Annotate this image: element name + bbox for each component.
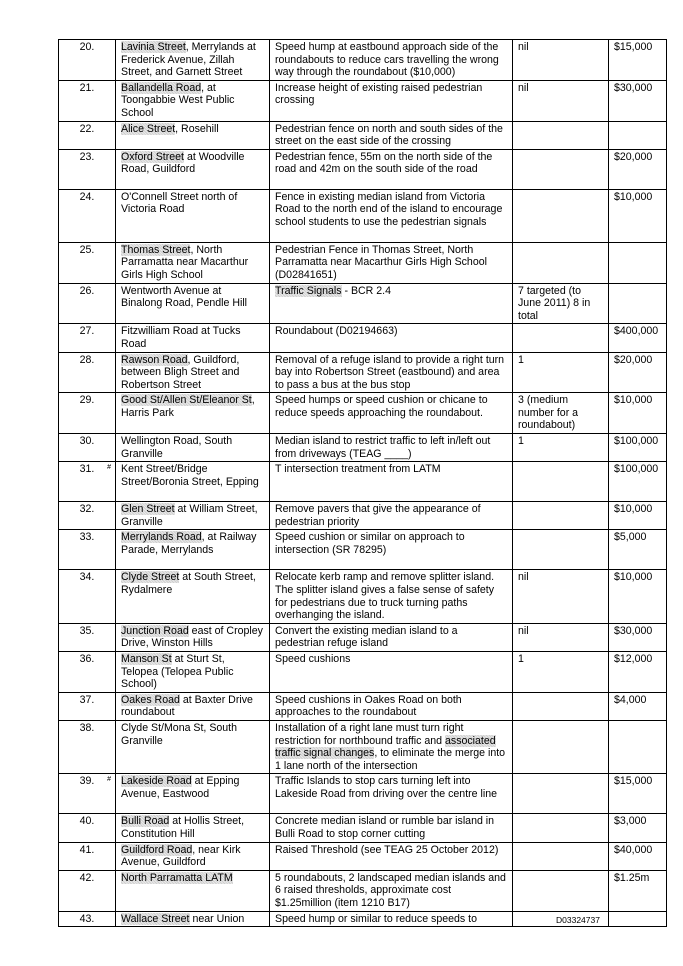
- crashes-cell: nil: [513, 570, 609, 623]
- location-text: at Epping Avenue, Eastwood: [121, 775, 240, 800]
- crashes-cell: 1: [513, 352, 609, 393]
- location-text: Wentworth Avenue at Binalong Road, Pendle Hill: [121, 284, 248, 310]
- item-number-cell: [59, 502, 116, 530]
- item-number: 20.: [79, 41, 95, 53]
- location-text: Clyde St/Mona St, South Granville: [121, 721, 238, 747]
- description-text: Speed humps or speed cushion or chicane to reduce speeds approaching the roundabout.: [275, 394, 488, 419]
- description-text: Pedestrian fence on north and south sides of the street on the east side of the crossing: [275, 122, 503, 148]
- description-cell: [270, 462, 513, 502]
- location-text: , Merrylands at Frederick Avenue, Zillah Street, and Garnett Street: [121, 41, 256, 79]
- description-cell: [270, 774, 513, 814]
- item-number-cell: [59, 720, 116, 773]
- location-street: Thomas Street: [121, 243, 191, 256]
- item-number: 36.: [79, 653, 95, 665]
- description-text: Speed cushions in Oakes Road on both approaches to the roundabout: [275, 693, 462, 719]
- location-street: Clyde Street: [121, 571, 180, 584]
- item-number-cell: [59, 242, 116, 283]
- description-text: Speed hump or similar to reduce speeds to: [275, 912, 477, 925]
- cost-cell: $5,000: [609, 530, 667, 570]
- table-row: [59, 283, 667, 324]
- table-row: [59, 462, 667, 502]
- description-cell: [270, 502, 513, 530]
- item-number: 37.: [79, 693, 95, 706]
- location-street: Oxford Street: [121, 150, 184, 163]
- document-reference: D03324737: [556, 915, 600, 925]
- description-cell: [270, 80, 513, 121]
- description-text: Raised Threshold (see TEAG 25 October 2012): [275, 843, 499, 856]
- table-body: [59, 40, 667, 927]
- table-row: [59, 189, 667, 242]
- table-row: [59, 774, 667, 814]
- item-number: 32.: [79, 503, 95, 516]
- description-cell: [270, 570, 513, 623]
- description-cell: [270, 692, 513, 720]
- location-street: Manson St: [121, 653, 172, 665]
- location-text: O'Connell Street north of Victoria Road: [121, 190, 238, 216]
- item-number-cell: [59, 842, 116, 870]
- crashes-cell: [513, 189, 609, 242]
- location-street: Junction Road: [121, 624, 189, 637]
- cost-cell: $3,000: [609, 814, 667, 842]
- description-text: 5 roundabouts, 2 landscaped median islands and 6 raised thresholds, approximate cost $1.25million (item 1210 B17): [275, 871, 506, 909]
- cost-cell: [609, 283, 667, 324]
- item-number-cell: [59, 692, 116, 720]
- table-row: [59, 842, 667, 870]
- cost-cell: $10,000: [609, 393, 667, 434]
- cost-cell: $100,000: [609, 434, 667, 462]
- description-text: T intersection treatment from LATM: [275, 463, 441, 476]
- description-cell: [270, 393, 513, 434]
- item-number: 31.: [79, 463, 95, 476]
- location-text: Fitzwilliam Road at Tucks Road: [121, 325, 241, 350]
- item-number-cell: [59, 774, 116, 814]
- description-text: Fence in existing median island from Victoria Road to the north end of the island to encourage school students to use the pedestrian signals: [275, 190, 503, 228]
- item-number: 29.: [79, 394, 95, 407]
- description-cell: [270, 40, 513, 81]
- crashes-cell: nil: [513, 40, 609, 81]
- location-cell: [116, 692, 270, 720]
- crashes-cell: [513, 870, 609, 911]
- item-number-cell: [59, 530, 116, 570]
- location-street: Good St/Allen St/Eleanor St: [121, 394, 252, 407]
- item-number: 42.: [79, 871, 95, 884]
- cost-cell: $30,000: [609, 623, 667, 651]
- description-text: Speed cushion or similar on approach to intersection (SR 78295): [275, 531, 465, 557]
- cost-cell: $30,000: [609, 80, 667, 121]
- description-cell: [270, 720, 513, 773]
- location-text: , Guildford, between Bligh Street and Robertson Street: [121, 353, 240, 391]
- description-text: Speed cushions: [275, 653, 351, 665]
- item-number-cell: [59, 570, 116, 623]
- location-text: , near Kirk Avenue, Guildford: [121, 843, 241, 869]
- cost-cell: $40,000: [609, 842, 667, 870]
- cost-cell: [609, 121, 667, 149]
- table-row: [59, 570, 667, 623]
- crashes-cell: 1: [513, 434, 609, 462]
- description-text: , to eliminate the merge into 1 lane north of the intersection: [275, 747, 506, 772]
- location-cell: [116, 814, 270, 842]
- location-cell: [116, 40, 270, 81]
- item-mark: #: [107, 776, 111, 784]
- table-row: [59, 530, 667, 570]
- crashes-cell: 3 (medium number for a roundabout): [513, 393, 609, 434]
- item-number-cell: [59, 623, 116, 651]
- crashes-cell: [513, 462, 609, 502]
- crashes-cell: nil: [513, 80, 609, 121]
- item-number: 22.: [79, 122, 95, 135]
- cost-cell: $1.25m: [609, 870, 667, 911]
- location-text: at South Street, Rydalmere: [121, 571, 256, 597]
- item-number: 34.: [79, 571, 95, 584]
- location-street: Wallace Street: [121, 912, 190, 925]
- table-row: [59, 80, 667, 121]
- location-street: Merrylands Road: [121, 531, 202, 544]
- location-street: Glen Street: [121, 503, 175, 516]
- item-number-cell: [59, 80, 116, 121]
- description-text: Pedestrian fence, 55m on the north side of the road and 42m on the south side of the road: [275, 150, 493, 176]
- location-cell: [116, 324, 270, 352]
- description-text: Speed hump at eastbound approach side of the roundabouts to reduce cars travelling the wrong way through the roundabout ($10,000): [275, 41, 499, 79]
- location-street: Oakes Road: [121, 693, 180, 706]
- item-mark: #: [107, 464, 111, 472]
- crashes-cell: [513, 502, 609, 530]
- item-number-cell: [59, 283, 116, 324]
- item-number: 30.: [79, 435, 95, 448]
- description-text: Pedestrian Fence in Thomas Street, North Parramatta near Macarthur Girls High School (D02841651): [275, 243, 487, 281]
- description-text: Traffic Islands to stop cars turning left into Lakeside Road from driving over the centre line: [275, 775, 497, 800]
- table-row: [59, 40, 667, 81]
- table-row: [59, 242, 667, 283]
- crashes-cell: nil: [513, 623, 609, 651]
- cost-cell: [609, 242, 667, 283]
- item-number-cell: [59, 324, 116, 352]
- item-number-cell: [59, 814, 116, 842]
- description-cell: [270, 189, 513, 242]
- item-number: 43.: [79, 912, 95, 925]
- location-cell: [116, 502, 270, 530]
- item-number-cell: [59, 434, 116, 462]
- crashes-cell: [513, 720, 609, 773]
- location-text: at Hollis Street, Constitution Hill: [121, 815, 245, 840]
- description-text: Increase height of existing raised pedestrian crossing: [275, 81, 483, 107]
- item-number-cell: [59, 462, 116, 502]
- description-cell: [270, 870, 513, 911]
- location-text: at Woodville Road, Guildford: [121, 150, 245, 176]
- location-cell: [116, 870, 270, 911]
- item-number-cell: [59, 149, 116, 189]
- item-number: 39.: [79, 775, 95, 788]
- description-cell: [270, 814, 513, 842]
- location-street: Guildford Road: [121, 843, 193, 856]
- item-number-cell: [59, 352, 116, 393]
- location-cell: [116, 530, 270, 570]
- cost-cell: $20,000: [609, 149, 667, 189]
- location-cell: [116, 570, 270, 623]
- location-street: Alice Street: [121, 122, 176, 135]
- item-number-cell: [59, 870, 116, 911]
- table-row: [59, 623, 667, 651]
- description-text: Median island to restrict traffic to left in/left out from driveways (TEAG ____): [275, 435, 491, 460]
- works-table: [58, 39, 667, 927]
- description-text: Concrete median island or rumble bar island in Bulli Road to stop corner cutting: [275, 815, 495, 840]
- table-row: [59, 393, 667, 434]
- location-text: , Harris Park: [121, 394, 255, 419]
- location-text: east of Cropley Drive, Winston Hills: [121, 624, 263, 650]
- table-row: [59, 870, 667, 911]
- description-text: Installation of a right lane must turn right restriction for northbound traffic and: [275, 721, 464, 747]
- location-cell: [116, 283, 270, 324]
- cost-cell: $12,000: [609, 652, 667, 693]
- item-number: 21.: [79, 81, 95, 94]
- location-text: at Sturt St, Telopea (Telopea Public School): [121, 653, 234, 691]
- cost-cell: [609, 720, 667, 773]
- item-number-cell: [59, 911, 116, 927]
- description-cell: [270, 623, 513, 651]
- item-number-cell: [59, 393, 116, 434]
- location-street: Bulli Road: [121, 815, 170, 828]
- description-cell: [270, 530, 513, 570]
- item-number-cell: [59, 40, 116, 81]
- cost-cell: $4,000: [609, 692, 667, 720]
- cost-cell: $20,000: [609, 352, 667, 393]
- item-number: 41.: [79, 843, 95, 856]
- item-number: 23.: [79, 150, 95, 163]
- table-row: [59, 121, 667, 149]
- description-cell: [270, 149, 513, 189]
- crashes-cell: [513, 121, 609, 149]
- table-row: [59, 692, 667, 720]
- crashes-cell: 7 targeted (to June 2011) 8 in total: [513, 283, 609, 324]
- cost-cell: $15,000: [609, 774, 667, 814]
- item-number: 38.: [79, 721, 95, 734]
- location-text: near Union: [189, 912, 245, 925]
- description-cell: [270, 911, 513, 927]
- crashes-cell: [513, 774, 609, 814]
- description-text: Relocate kerb ramp and remove splitter island. The splitter island gives a false sense of safety for pedestrians due to truck turning paths overhanging the island.: [275, 571, 495, 622]
- crashes-cell: [513, 324, 609, 352]
- item-number: 35.: [79, 624, 95, 637]
- location-text: , Rosehill: [175, 122, 219, 135]
- location-text: Kent Street/Bridge Street/Boronia Street, Epping: [121, 463, 259, 488]
- description-cell: [270, 242, 513, 283]
- table-row: [59, 352, 667, 393]
- description-text: Roundabout (D02194663): [275, 325, 398, 338]
- description-text: Remove pavers that give the appearance of pedestrian priority: [275, 503, 481, 528]
- table-row: [59, 502, 667, 530]
- location-text: , North Parramatta near Macarthur Girls High School: [121, 243, 249, 281]
- item-number: 24.: [79, 190, 95, 203]
- description-text: Convert the existing median island to a pedestrian refuge island: [275, 624, 458, 650]
- item-number: 27.: [79, 325, 95, 338]
- table-row: [59, 652, 667, 693]
- location-text: at William Street, Granville: [121, 503, 258, 528]
- location-cell: [116, 393, 270, 434]
- location-cell: [116, 462, 270, 502]
- crashes-cell: [513, 814, 609, 842]
- table-row: [59, 324, 667, 352]
- location-cell: [116, 774, 270, 814]
- cost-cell: $15,000: [609, 40, 667, 81]
- cost-cell: $100,000: [609, 462, 667, 502]
- location-cell: [116, 352, 270, 393]
- cost-cell: $10,000: [609, 502, 667, 530]
- location-street: Lavinia Street: [121, 41, 186, 53]
- crashes-cell: [513, 842, 609, 870]
- item-number: 33.: [79, 531, 95, 544]
- description-cell: [270, 434, 513, 462]
- crashes-cell: [513, 530, 609, 570]
- description-cell: [270, 283, 513, 324]
- location-cell: [116, 652, 270, 693]
- table-row: [59, 814, 667, 842]
- item-number: 25.: [79, 243, 95, 256]
- location-street: Ballandella Road: [121, 81, 202, 94]
- location-street: North Parramatta LATM: [121, 871, 233, 884]
- location-cell: [116, 80, 270, 121]
- description-highlight: Traffic Signals: [275, 284, 342, 297]
- location-cell: [116, 242, 270, 283]
- description-text: Removal of a refuge island to provide a right turn bay into Robertson Street (eastbound) and area to pass a bus at the bus stop: [275, 353, 505, 391]
- item-number-cell: [59, 189, 116, 242]
- description-cell: [270, 121, 513, 149]
- crashes-cell: [513, 692, 609, 720]
- location-cell: [116, 434, 270, 462]
- item-number: 26.: [79, 284, 95, 297]
- crashes-cell: [513, 149, 609, 189]
- table-row: [59, 720, 667, 773]
- location-cell: [116, 189, 270, 242]
- location-cell: [116, 842, 270, 870]
- crashes-cell: [513, 242, 609, 283]
- cost-cell: $10,000: [609, 570, 667, 623]
- item-number-cell: [59, 121, 116, 149]
- item-number: 28.: [79, 353, 95, 366]
- location-cell: [116, 623, 270, 651]
- location-cell: [116, 149, 270, 189]
- location-cell: [116, 720, 270, 773]
- description-cell: [270, 352, 513, 393]
- description-cell: [270, 842, 513, 870]
- location-text: , at Railway Parade, Merrylands: [121, 531, 257, 557]
- table-row: [59, 149, 667, 189]
- table-row: [59, 434, 667, 462]
- description-text: - BCR 2.4: [341, 284, 391, 297]
- item-number: 40.: [79, 815, 95, 828]
- location-cell: [116, 911, 270, 927]
- location-text: , at Toongabbie West Public School: [121, 81, 235, 119]
- location-street: Rawson Road: [121, 353, 188, 366]
- cost-cell: $10,000: [609, 189, 667, 242]
- description-highlight: associated traffic signal changes: [275, 734, 496, 760]
- location-text: Wellington Road, South Granville: [121, 435, 233, 460]
- location-cell: [116, 121, 270, 149]
- item-number-cell: [59, 652, 116, 693]
- description-cell: [270, 324, 513, 352]
- location-street: Lakeside Road: [121, 775, 192, 788]
- location-text: at Baxter Drive roundabout: [121, 693, 253, 719]
- cost-cell: [609, 911, 667, 927]
- description-cell: [270, 652, 513, 693]
- crashes-cell: 1: [513, 652, 609, 693]
- cost-cell: $400,000: [609, 324, 667, 352]
